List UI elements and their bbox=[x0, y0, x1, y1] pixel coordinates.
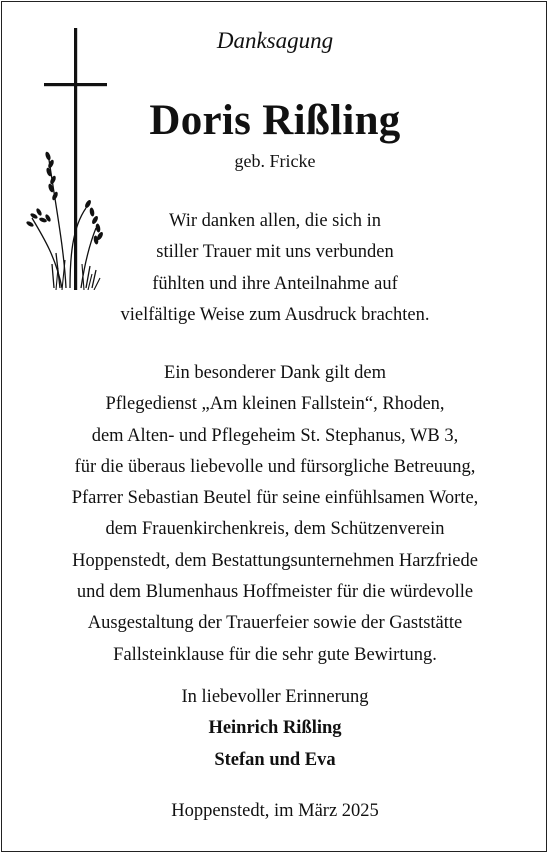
text-line: Wir danken allen, die sich in bbox=[169, 211, 381, 231]
text-line: dem Frauenkirchenkreis, dem Schützenverein bbox=[105, 519, 445, 540]
text-line: fühlten und ihre Anteilnahme auf bbox=[152, 273, 398, 294]
birth-name: geb. Fricke bbox=[234, 151, 316, 171]
closing-block bbox=[0, 682, 550, 776]
text-line: Pfarrer Sebastian Beutel für seine einfühlsamen Worte, bbox=[71, 488, 479, 509]
text-line: Pflegedienst „Am kleinen Fallstein“, Rhoden, bbox=[105, 394, 445, 415]
text-line: Fallsteinklause für die sehr gute Bewirtung. bbox=[113, 644, 437, 665]
place-date: Hoppenstedt, im März 2025 bbox=[171, 801, 379, 821]
text-line: vielfältige Weise zum Ausdruck brachten. bbox=[120, 304, 430, 325]
text-line: und dem Blumenhaus Hoffmeister für die würdevolle bbox=[76, 582, 474, 603]
text-line: Ausgestaltung der Trauerfeier sowie der Gaststätte bbox=[87, 613, 463, 634]
text-line: stiller Trauer mit uns verbunden bbox=[156, 242, 394, 263]
text-line: dem Alten- und Pflegeheim St. Stephanus, WB 3, bbox=[91, 425, 459, 446]
text-line: Ein besonderer Dank gilt dem bbox=[164, 363, 386, 383]
text-line: Hoppenstedt, dem Bestattungsunternehmen Harzfriede bbox=[72, 550, 478, 571]
notice-heading: Danksagung bbox=[216, 28, 334, 53]
special-thanks-paragraph bbox=[0, 358, 550, 671]
signatory: Heinrich Rißling bbox=[208, 718, 342, 739]
text-line: für die überaus liebevolle und fürsorgliche Betreuung, bbox=[74, 456, 476, 477]
thanks-paragraph bbox=[0, 206, 550, 331]
deceased-name: Doris Rißling bbox=[149, 97, 401, 144]
closing-phrase: In liebevoller Erinnerung bbox=[181, 687, 369, 707]
signatory: Stefan und Eva bbox=[214, 749, 336, 770]
